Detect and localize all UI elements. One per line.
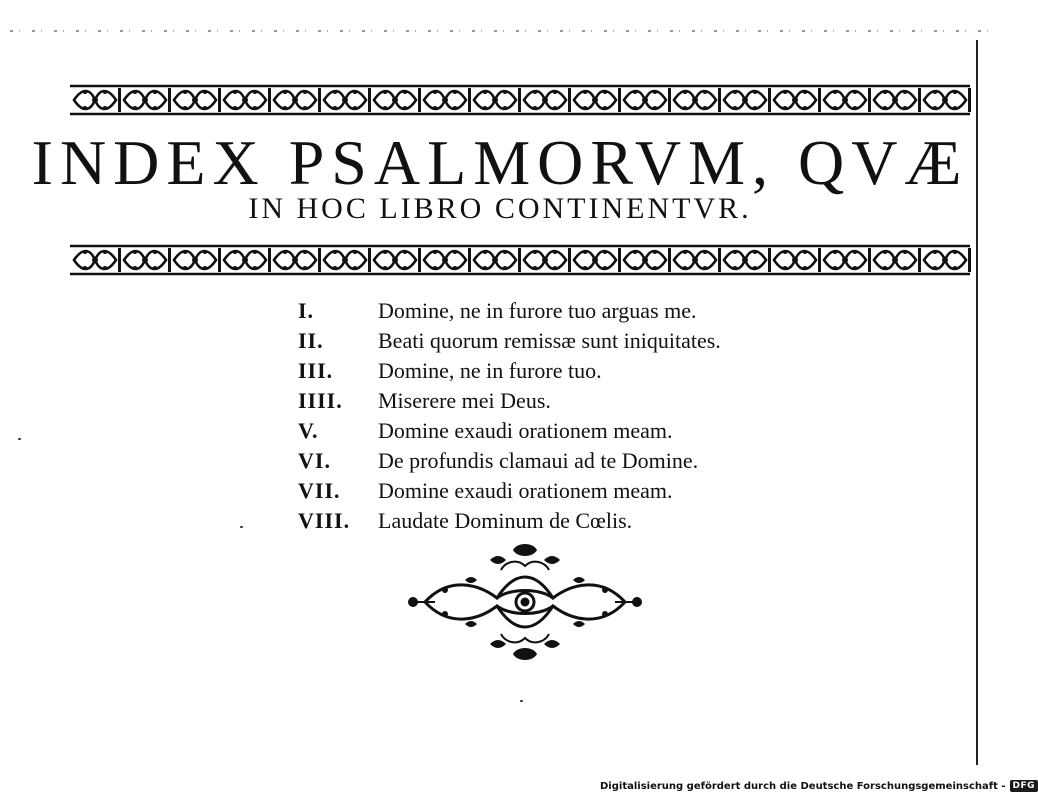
psalm-row (298, 298, 798, 328)
psalm-row (298, 388, 798, 418)
ornament-motif (770, 86, 821, 114)
ornament-motif (620, 86, 671, 114)
scan-speck (240, 526, 243, 528)
psalm-index-list (298, 298, 798, 538)
ornament-motif (420, 246, 471, 274)
ornament-motif (370, 246, 421, 274)
ornament-motif (320, 86, 371, 114)
ornament-motif (270, 86, 321, 114)
ornament-motif (570, 86, 621, 114)
ornament-motif (520, 246, 571, 274)
dfg-logo: DFG (1010, 780, 1038, 792)
ornament-motif (70, 246, 121, 274)
scan-speck (18, 438, 21, 440)
ornament-motif (570, 246, 621, 274)
ornament-motif (870, 246, 921, 274)
ornament-motif (270, 246, 321, 274)
ornament-motif (820, 86, 871, 114)
psalm-row (298, 508, 798, 538)
top-ornamental-border-icon (70, 82, 970, 118)
psalm-row (298, 478, 798, 508)
psalm-numeral: V. (298, 418, 319, 443)
ornament-motif (870, 86, 921, 114)
ornament-motif (770, 246, 821, 274)
psalm-incipit: Miserere mei Deus. (378, 388, 551, 413)
ornament-motif (920, 246, 971, 274)
ornament-motif (470, 246, 521, 274)
scan-edge-top (10, 30, 995, 32)
ornament-motif (70, 86, 121, 114)
ornament-motif (820, 246, 871, 274)
ornament-motif (670, 86, 721, 114)
ornament-motif (370, 86, 421, 114)
ornament-motif (320, 246, 371, 274)
psalm-numeral: IIII. (298, 388, 343, 413)
bottom-ornamental-border-icon (70, 242, 970, 278)
ornament-motif (470, 86, 521, 114)
psalm-incipit: Domine exaudi orationem meam. (378, 478, 673, 503)
psalm-row (298, 358, 798, 388)
ornament-motif (120, 246, 171, 274)
psalm-row (298, 328, 798, 358)
psalm-row (298, 418, 798, 448)
ornament-motif (170, 246, 221, 274)
psalm-incipit: Beati quorum remissæ sunt iniquitates. (378, 328, 721, 353)
ornament-motif (720, 246, 771, 274)
psalm-row (298, 448, 798, 478)
ornament-motif (620, 246, 671, 274)
ornament-motif (170, 86, 221, 114)
ornament-motif (920, 86, 971, 114)
psalm-numeral: II. (298, 328, 324, 353)
ornament-motif (670, 246, 721, 274)
psalm-incipit: Domine, ne in furore tuo. (378, 358, 602, 383)
scan-speck (520, 700, 523, 702)
ornament-motif (120, 86, 171, 114)
ornament-motif (220, 86, 271, 114)
psalm-incipit: De profundis clamaui ad te Domine. (378, 448, 699, 473)
psalm-numeral: VI. (298, 448, 331, 473)
ornament-motif (520, 86, 571, 114)
psalm-numeral: VII. (298, 478, 341, 503)
floral-tailpiece-icon (405, 540, 645, 665)
credit-bar (600, 779, 1038, 793)
psalm-numeral: VIII. (298, 508, 351, 533)
ornament-motif (420, 86, 471, 114)
digitization-credit: Digitalisierung gefördert durch die Deutsche Forschungsgemeinschaft - (600, 780, 1006, 792)
psalm-numeral: I. (298, 298, 315, 323)
ornament-motif (720, 86, 771, 114)
ornament-motif (220, 246, 271, 274)
psalm-incipit: Domine, ne in furore tuo arguas me. (378, 298, 697, 323)
psalm-incipit: Laudate Dominum de Cœlis. (378, 508, 633, 533)
page-subtitle: IN HOC LIBRO CONTINENTVR. (248, 192, 752, 225)
page-title: INDEX PSALMORVM, QVÆ (31, 127, 969, 198)
psalm-numeral: III. (298, 358, 334, 383)
psalm-incipit: Domine exaudi orationem meam. (378, 418, 673, 443)
